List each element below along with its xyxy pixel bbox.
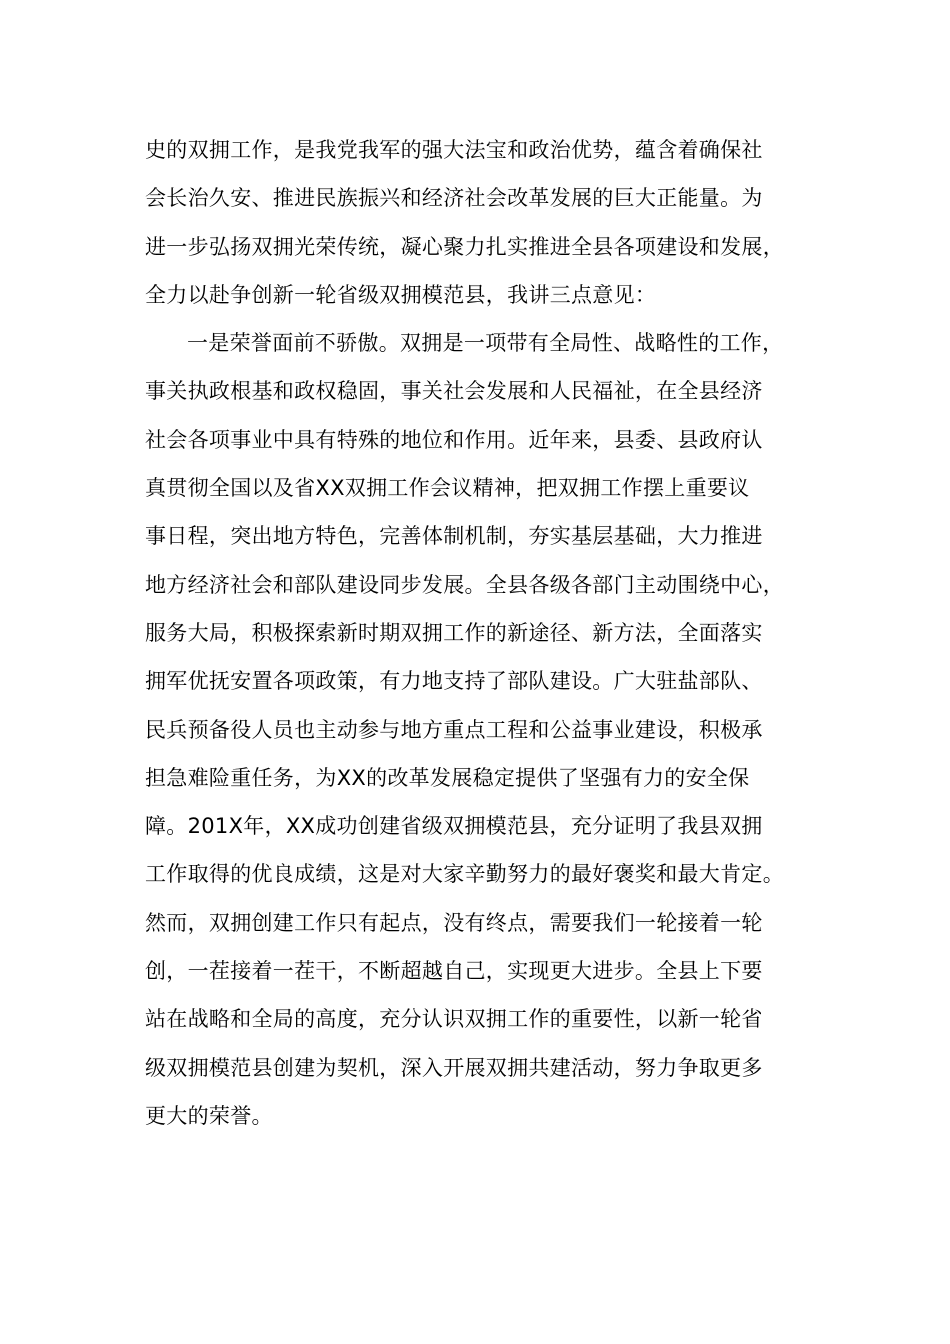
text-line: 会长治久安、推进民族振兴和经济社会改革发展的巨大正能量。为 (145, 186, 763, 211)
text-line: 站在战略和全局的高度，充分认识双拥工作的重要性，以新一轮省 (145, 1007, 763, 1032)
text-line: 进一步弘扬双拥光荣传统，凝心聚力扎实推进全县各项建设和发展， (145, 234, 784, 259)
text-line: 事关执政根基和政权稳固，事关社会发展和人民福祉，在全县经济 (145, 379, 763, 404)
text-line: 工作取得的优良成绩，这是对大家辛勤努力的最好褒奖和最大肯定。 (145, 862, 784, 887)
text-line: 担急难险重任务，为XX的改革发展稳定提供了坚强有力的安全保 (145, 765, 750, 790)
text-line: 全力以赴争创新一轮省级双拥模范县，我讲三点意见： (145, 282, 657, 307)
text-line: 地方经济社会和部队建设同步发展。全县各级各部门主动围绕中心， (145, 572, 784, 597)
text-line: 真贯彻全国以及省XX双拥工作会议精神，把双拥工作摆上重要议 (145, 476, 750, 501)
text-line: 障。201X年，XX成功创建省级双拥模范县，充分证明了我县双拥 (145, 814, 763, 839)
text-line: 社会各项事业中具有特殊的地位和作用。近年来，县委、县政府认 (145, 427, 763, 452)
text-line: 然而，双拥创建工作只有起点，没有终点，需要我们一轮接着一轮 (145, 910, 763, 935)
paragraph-first-line: 一是荣誉面前不骄傲。双拥是一项带有全局性、战略性的工作， (187, 331, 784, 356)
text-line: 更大的荣誉。 (145, 1103, 273, 1128)
text-line: 拥军优抚安置各项政策，有力地支持了部队建设。广大驻盐部队、 (145, 669, 763, 694)
text-line: 创，一茬接着一茬干，不断超越自己，实现更大进步。全县上下要 (145, 959, 763, 984)
text-line: 级双拥模范县创建为契机，深入开展双拥共建活动，努力争取更多 (145, 1055, 763, 1080)
text-line: 史的双拥工作，是我党我军的强大法宝和政治优势，蕴含着确保社 (145, 138, 763, 162)
text-line: 民兵预备役人员也主动参与地方重点工程和公益事业建设，积极承 (145, 717, 763, 742)
text-line: 服务大局，积极探索新时期双拥工作的新途径、新方法，全面落实 (145, 620, 763, 645)
body-text (145, 126, 810, 1140)
text-line: 事日程，突出地方特色，完善体制机制，夯实基层基础，大力推进 (145, 524, 763, 549)
